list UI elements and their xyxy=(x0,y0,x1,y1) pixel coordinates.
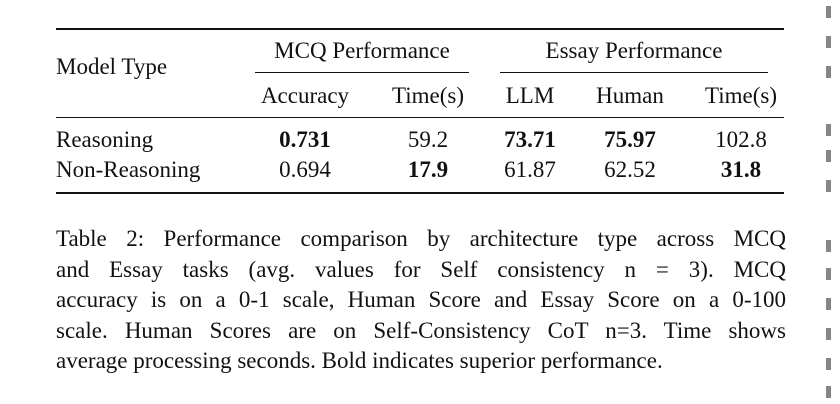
row-reasoning-mcq-time: 59.2 xyxy=(407,127,449,152)
caption-line: Table 2: Performance comparison by architecture type across MCQ xyxy=(56,226,786,251)
caption-line: scale. Human Scores are on Self-Consistency CoT n=3. Time shows xyxy=(56,317,786,343)
header-human: Human xyxy=(596,83,664,108)
row-reasoning-accuracy: 0.731 xyxy=(279,127,331,152)
row-non-reasoning-mcq-time: 17.9 xyxy=(407,157,449,182)
caption-line: accuracy is on a 0-1 scale, Human Score and Essay Score on a 0-100 xyxy=(56,287,786,312)
header-mcq-time: Time(s) xyxy=(392,83,464,108)
table-caption xyxy=(56,224,786,377)
essay-group-rule xyxy=(500,72,768,73)
header-accuracy: Accuracy xyxy=(260,83,350,108)
mcq-group-rule xyxy=(255,72,469,73)
header-essay-time: Time(s) xyxy=(705,83,777,108)
table-bottom-rule xyxy=(56,192,784,194)
row-reasoning-model: Reasoning xyxy=(56,127,154,152)
header-llm: LLM xyxy=(505,83,555,108)
header-essay-performance: Essay Performance xyxy=(545,38,723,63)
row-non-reasoning-human: 62.52 xyxy=(604,157,656,182)
table-top-rule xyxy=(56,28,784,30)
row-non-reasoning-llm: 61.87 xyxy=(504,157,556,182)
row-non-reasoning-accuracy: 0.694 xyxy=(279,157,331,182)
header-model-type: Model Type xyxy=(56,54,168,79)
caption-line: average processing seconds. Bold indicates superior performance. xyxy=(56,348,663,373)
row-non-reasoning-essay-time: 31.8 xyxy=(720,157,762,182)
row-reasoning-human: 75.97 xyxy=(604,127,656,152)
header-mcq-performance: MCQ Performance xyxy=(274,38,450,63)
row-reasoning-llm: 73.71 xyxy=(504,127,556,152)
row-non-reasoning-model: Non-Reasoning xyxy=(56,157,201,182)
table-mid-rule xyxy=(56,117,784,118)
caption-line: and Essay tasks (avg. values for Self consistency n = 3). MCQ xyxy=(56,256,786,282)
row-reasoning-essay-time: 102.8 xyxy=(715,127,767,152)
